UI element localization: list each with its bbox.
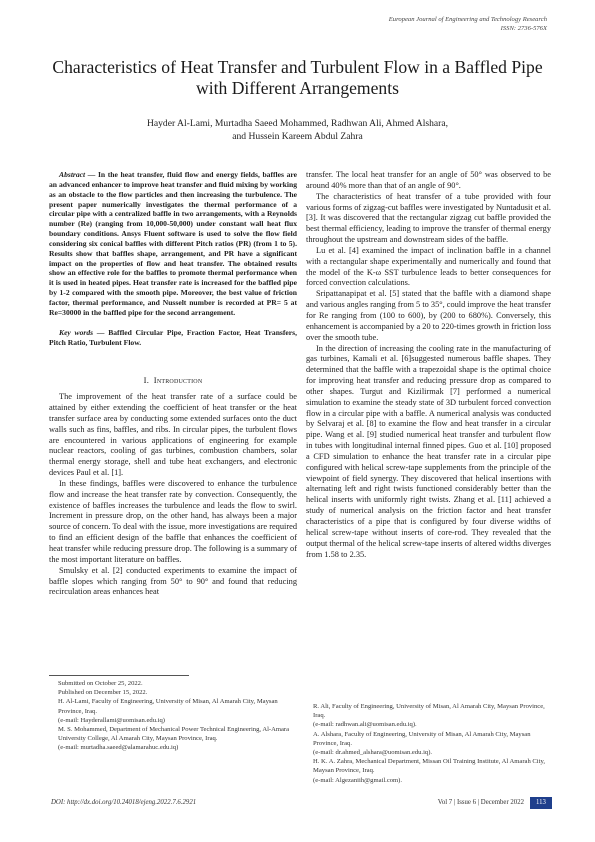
- body-paragraph: transfer. The local heat transfer for an angle of 50° was observed to be around 40% more than that of an angle of 90°.: [306, 170, 551, 190]
- footnote: (e-mail: dr.ahmed_alshara@uomisan.edu.iq).: [313, 749, 433, 757]
- author-list: [50, 118, 545, 143]
- intro-paragraph: Smulsky et al. [2] conducted experiments to examine the impact of baffle slopes which ranging from 50° to 90° and found that reducing recirculation areas enhances heat: [49, 565, 297, 597]
- footnote: H. K. A. Zahra, Mechanical Department, Missan Oil Training Institute, Al Amarah City, Maysan Province, Iraq.: [313, 758, 545, 775]
- abstract-label: Abstract —: [59, 170, 96, 179]
- left-column: [49, 170, 297, 598]
- footnote: (e-mail: Algezaniih@gmail.com).: [313, 776, 403, 784]
- doi-link[interactable]: DOI: http://dx.doi.org/10.24018/ejeng.2022.7.6.2921: [51, 799, 197, 806]
- body-paragraph: The characteristics of heat transfer of a tube provided with four various forms of zigzag-cut baffles were investigated by Nuntadusit et al. [3]. It was discovered that the rectangular zigzag cut baffle provided the best thermal efficiency, leading to improve the transfer of thermal energy throughout the upstream and downstream sides of the baffle.: [306, 191, 551, 245]
- journal-header: [389, 16, 547, 33]
- footnote: Published on December 15, 2022.: [58, 689, 148, 697]
- intro-paragraph: The improvement of the heat transfer rate of a surface could be attained by either extending the coefficient of heat transfer or the heat transfer surface area by conducting some extended surfaces onto the duct walls such as fins, baffles, and ribs. In circular pipes, the turbulent flows are encountered in various applications of engineering for example nuclear reactors, cooling of gas turbines, combustion chambers, solar thermal energy storage, shell and tube heat exchangers, and electronic devices Paul et al. [1].: [49, 392, 297, 478]
- footnote: H. Al-Lami, Faculty of Engineering, University of Misan, Al Amarah City, Maysan Province, Iraq.: [58, 698, 278, 715]
- footnote: A. Alshara, Faculty of Engineering, University of Misan, Al Amarah City, Maysan Province, Iraq.: [313, 730, 531, 747]
- page-footer: [49, 797, 552, 809]
- keywords-label: Key words —: [59, 327, 105, 337]
- authors-line-2: and Hussein Kareem Abdul Zahra: [232, 130, 363, 142]
- section-heading-introduction: [49, 375, 297, 386]
- body-paragraph: Sripattanapipat et al. [5] stated that the baffle with a diamond shape and various angles ranging from 5 to 35°, could improve the heat transfer for Re ranging from (100 to 600), by (200 to 680%). Conversely, this enhancement is accompanied by a 20 to 220-times growth in friction loss over the smooth tube.: [306, 289, 552, 342]
- paper-title: Characteristics of Heat Transfer and Turbulent Flow in a Baffled Pipe with Different Arrangements: [52, 57, 543, 98]
- abstract: [49, 170, 297, 318]
- keywords-text: Baffled Circular Pipe, Fraction Factor, Heat Transfers, Pitch Ratio, Turbulent Flow.: [49, 327, 298, 347]
- authors-line-1: Hayder Al-Lami, Murtadha Saeed Mohammed, Radhwan Ali, Ahmed Alshara,: [146, 118, 449, 129]
- right-column: [306, 170, 551, 560]
- body-paragraph: In the direction of increasing the cooling rate in the manufacturing of gas turbines, Kamali et al. [6]suggested numerous baffle shapes. They determined that the baffle with a trapezoidal shape is the optimal choice for improving heat transfer and reducing pressure drop as compared to other shapes. Turgut and Kizilirmak [7] performed a numerical simulation to examine the steady state of 3D turbulent forced convection flow in a circular pipe with a baffle. A numerical analysis was conducted by Selvaraj et al. [8] to examine the flow and heat transfer in a circular pipe. Wang et al. [9] studied numerical heat transfer and turbulent flow in tubes with longitudinal internal finned pipes. Guo et al. [10] proposed a CFD simulation to enhance the heat transfer rate in a circular pipe configured with helical screw-tape supplements from the principle of the viewpoint of field synergy. They discovered that helical insertions with alternating left and right twists functioned considerably better than the helical inserts with uniformly right twists. Zhang et al. [11] achieved a study of numerical analysis on the friction factor and heat transfer characteristics of a pipe that is configured by four diverse widths of helical screw-tape without inserts of core-rod. They revealed that the output thermal of the helical screw-tape inserts of altered widths diverges from 1.58 to 2.35.: [306, 343, 551, 559]
- keywords: [49, 328, 297, 348]
- intro-paragraph: In these findings, baffles were discovered to enhance the turbulence flow and increase the heat transfer rate by convection. Consequently, the existence of baffles increases the turbulence and leads the flow to swirl. Increment in pressure drop, on the other hand, has always been a major source of concern. To deal with the issue, more investigations are required to find an efficient design of the baffle that enhances the coefficient of heat transfer while reducing pressure drop. The following is a summary of the most important literature on baffles.: [49, 478, 297, 564]
- abstract-text: In the heat transfer, fluid flow and energy fields, baffles are an advanced enhancer to improve heat transfer and fluid mixing by working as an obstacle to the flow particles and then increasing the turbulence. The present paper numerically investigates the thermal performance of a circular pipe with a centralized baffle in two arrangements, with a Reynolds number (Re) (ranging from 10,000-50,000) under constant wall heat flux boundary conditions. Ansys Fluent software is used to solve the flow field considering six conical baffles with different Pitch ratios (PR) (from 1 to 5). Results show that baffles shape, arrangement, and PR have a significant impact on the properties of flow and heat transfer. The obtained results show an effective role for the baffles to promote thermal performance when it is used in heated pipes. Heat transfer rate is increased for the baffled pipe by 1-2 compared with the smooth pipe. Moreover, the best value of friction factor, thermal performance, and Nusselt number is recorded at PR= 5 at Re=30000 in the baffled pipe for the second arrangement.: [49, 170, 297, 317]
- footnote-divider: [49, 675, 189, 676]
- section-number: I.: [143, 375, 150, 386]
- footnote: (e-mail: murtadha.saeed@alamarahuc.edu.iq): [58, 744, 179, 752]
- footnotes-left: [58, 679, 294, 753]
- volume-info: Vol 7 | Issue 6 | December 2022: [437, 799, 524, 806]
- section-title: Introduction: [153, 375, 203, 386]
- footnotes-right: [313, 702, 553, 785]
- footnote: (e-mail: radhwan.ali@uomisan.edu.iq).: [313, 721, 417, 729]
- journal-name: European Journal of Engineering and Technology Research: [388, 16, 547, 23]
- body-paragraph: Lu et al. [4] examined the impact of inclination baffle in a channel with a rectangular shape experimentally and numerically and found that the model of the K-ω SST turbulence leads to better consequences for forced convection calculations.: [306, 245, 551, 288]
- journal-issn: ISSN: 2736-576X: [500, 24, 547, 32]
- footnote: Submitted on October 25, 2022.: [58, 680, 143, 687]
- page-number: 113: [530, 797, 552, 809]
- footnote: M. S. Mohammed, Department of Mechanical Power Technical Engineering, Al-Amara University College, Al Amarah City, Maysan Province, Iraq.: [58, 726, 290, 743]
- footnote: (e-mail: Hayderallami@uomisan.edu.iq): [58, 716, 165, 724]
- footnote: R. Ali, Faculty of Engineering, University of Misan, Al Amarah City, Maysan Province, Iraq.: [313, 703, 545, 720]
